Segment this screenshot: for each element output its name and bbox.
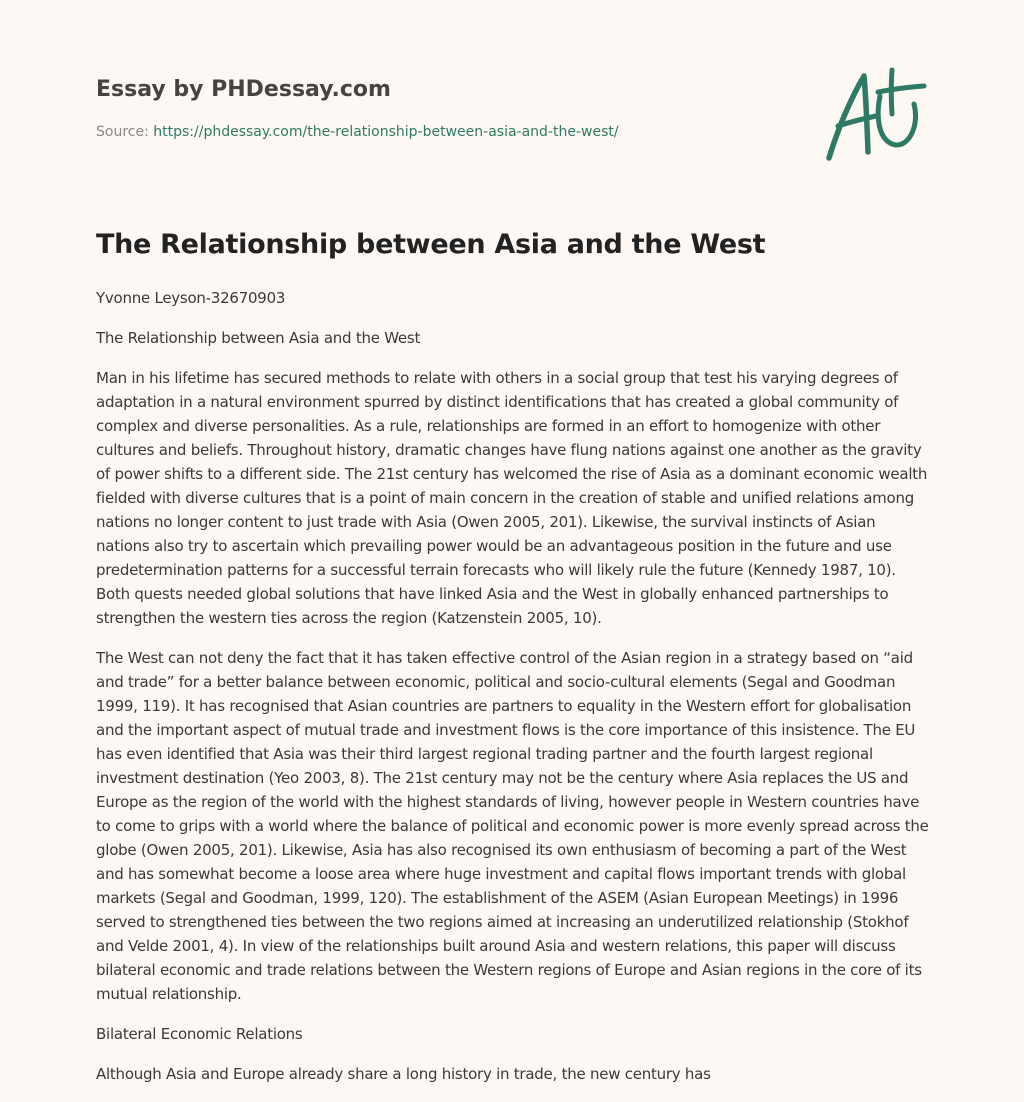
essay-title: The Relationship between Asia and the West [96,229,766,260]
source-line [96,124,619,140]
essay-subtitle: The Relationship between Asia and the West [96,329,421,347]
body-paragraph: Although Asia and Europe already share a long history in trade, the new century has [96,1065,711,1083]
source-label: Source: [96,124,154,140]
author-line: Yvonne Leyson-32670903 [96,289,286,307]
body-paragraph: The West can not deny the fact that it has taken effective control of the Asian region in a strategy based on “aid and trade” for a better balance between economic, political and socio-cultural elements (Segal and Goodman 1999, 119). It has recognised that Asian countries are partners to equality in the Western effort for globalisation and the important aspect of mutual trade and investment flows is the core importance of this insistence. The EU has even identified that Asia was their third largest regional trading partner and the fourth largest regional investment destination (Yeo 2003, 8). The 21st century may not be the century where Asia replaces the US and Europe as the region of the world with the highest standards of living, however people in Western countries have to come to grips with a world where the balance of political and economic power is more evenly spread across the globe (Owen 2005, 201). Likewise, Asia has also recognised its own enthusiasm of becoming a part of the West and has somewhat become a loose area where huge investment and capital flows important trends with global markets (Segal and Goodman, 1999, 120). The establishment of the ASEM (Asian European Meetings) in 1996 served to strengthened ties between the two regions aimed at increasing an underutilized relationship (Stokhof and Velde 2001, 4). In view of the relationships built around Asia and western relations, this paper will discuss bilateral economic and trade relations between the Western regions of Europe and Asian regions in the core of its mutual relationship. [96,649,929,1003]
body-paragraph: Man in his lifetime has secured methods to relate with others in a social group that test his varying degrees of adaptation in a natural environment spurred by distinct identifications that has created a global community of complex and diverse personalities. As a rule, relationships are formed in an effort to homogenize with other cultures and beliefs. Throughout history, dramatic changes have flung nations against one another as the gravity of power shifts to a different side. The 21st century has welcomed the rise of Asia as a dominant economic wealth fielded with diverse cultures that is a point of main concern in the creation of stable and unified relations among nations no longer content to just trade with Asia (Owen 2005, 201). Likewise, the survival instincts of Asian nations also try to ascertain which prevailing power would be an advantageous position in the future and use predetermination patterns for a successful terrain forecasts who will likely rule the future (Kennedy 1987, 10). Both quests needed global solutions that have linked Asia and the West in globally enhanced partnerships to strengthen the western ties across the region (Katzenstein 2005, 10). [96,369,928,627]
site-brand: Essay by PHDessay.com [96,77,391,102]
site-header [96,76,796,140]
section-heading: Bilateral Economic Relations [96,1025,303,1043]
a-plus-logo-icon [820,66,930,166]
essay-content [96,226,930,1102]
source-link[interactable]: https://phdessay.com/the-relationship-between-asia-and-the-west/ [153,124,619,140]
